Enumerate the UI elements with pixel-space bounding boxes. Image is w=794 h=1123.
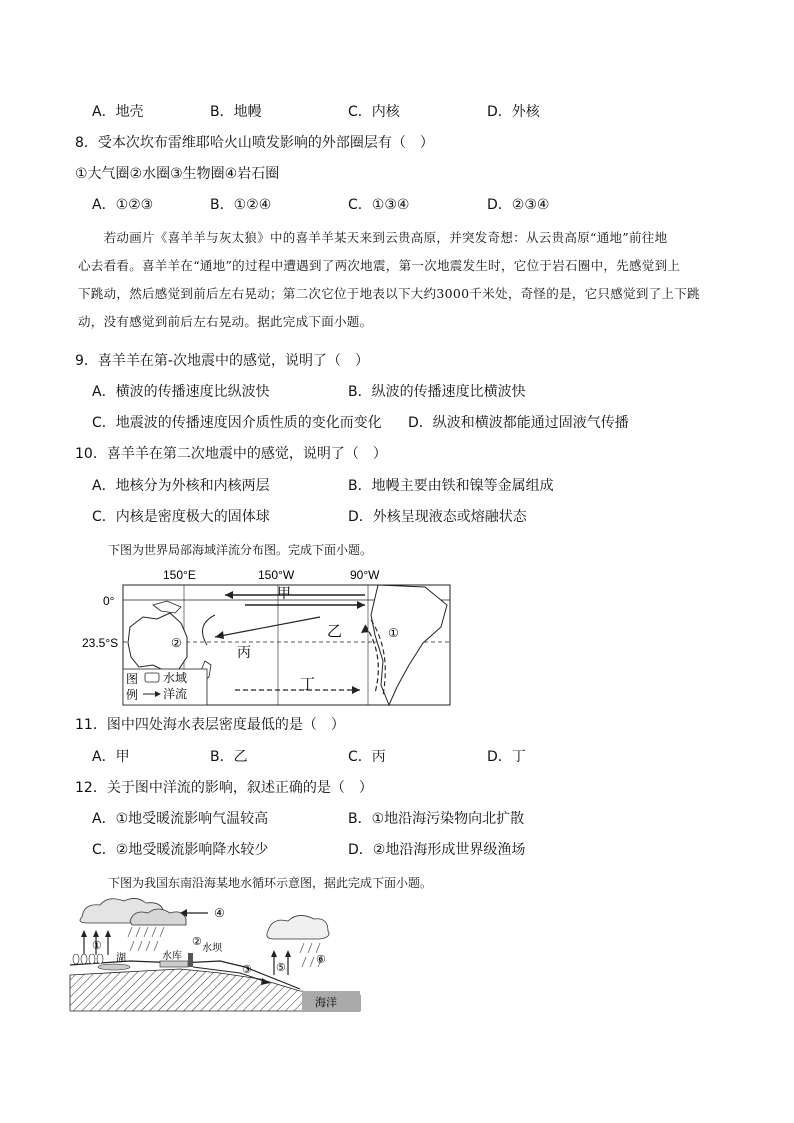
lon-label-150e: 150°E	[163, 568, 196, 582]
q8-stem: 8．受本次坎布雷维耶哈火山喷发影响的外部圈层有（ ）	[75, 135, 434, 151]
q9-option-a: A．横波的传播速度比纵波快	[92, 384, 270, 400]
num-1: ①	[92, 940, 102, 952]
passage-line: 若动画片《喜羊羊与灰太狼》中的喜羊羊某天来到云贵高原，并突发奇想：从云贵高原“通地”前往地	[78, 230, 668, 245]
q7-option-b: B．地幔	[210, 104, 262, 120]
q8-option-c: C．①③④	[348, 197, 410, 213]
region-yi: 乙	[327, 623, 343, 640]
q11-option-b: B．乙	[210, 749, 248, 765]
lake-shape	[98, 964, 130, 970]
q9-option-b: B．纵波的传播速度比横波快	[348, 384, 526, 400]
q11-option-c: C．丙	[348, 749, 386, 765]
num-3: ③	[242, 964, 252, 976]
num-5: ⑤	[276, 962, 286, 974]
q9-option-c: C．地震波的传播速度因介质性质的变化而变化	[92, 415, 382, 431]
passage-line: 下跳动，然后感觉到前后左右晃动；第二次它位于地表以下大约3000千米处，奇怪的是，它只感觉到了上下跳	[78, 286, 700, 301]
q12-option-d: D．②地沿海形成世界级渔场	[348, 842, 526, 858]
legend-title: 图	[126, 672, 139, 686]
q8-option-b: B．①②④	[210, 197, 272, 213]
q10-option-a: A．地核分为外核和内核两层	[92, 478, 270, 494]
point-2: ②	[171, 636, 182, 650]
reservoir-label: 水库	[162, 951, 182, 962]
q11-stem: 11．图中四处海水表层密度最低的是（ ）	[75, 717, 345, 733]
ocean-current-map	[82, 565, 460, 710]
q10-option-c: C．内核是密度极大的固体球	[92, 509, 270, 525]
lat-label-0: 0°	[103, 594, 115, 608]
q8-option-a: A．①②③	[92, 197, 154, 213]
q11-option-a: A．甲	[92, 749, 130, 765]
water-cycle-diagram	[70, 895, 360, 1015]
num-2: ②	[192, 936, 202, 948]
q12-stem: 12．关于图中洋流的影响，叙述正确的是（ ）	[75, 780, 373, 796]
legend-title: 例	[126, 688, 139, 702]
q8-option-d: D．②③④	[487, 197, 550, 213]
map-intro: 下图为世界局部海域洋流分布图。完成下面小题。	[108, 543, 373, 557]
region-bing: 丙	[237, 644, 251, 660]
q10-stem: 10．喜羊羊在第二次地震中的感觉，说明了（ ）	[75, 446, 387, 462]
water-swatch-icon	[145, 673, 159, 682]
q11-option-d: D．丁	[487, 749, 526, 765]
q12-option-a: A．①地受暖流影响气温较高	[92, 811, 269, 827]
q7-option-d: D．外核	[487, 104, 540, 120]
lon-label-150w: 150°W	[258, 568, 295, 582]
region-ding: 丁	[300, 676, 316, 693]
q8-items: ①大气圈②水圈③生物圈④岩石圈	[75, 166, 280, 182]
ocean-label: 海洋	[315, 997, 337, 1009]
q10-option-d: D．外核呈现液态或熔融状态	[348, 509, 527, 525]
q9-stem: 9．喜羊羊在第-次地震中的感觉，说明了（ ）	[75, 353, 369, 369]
lake-label: 湖	[116, 953, 126, 964]
legend-current: 洋流	[163, 687, 188, 701]
dam-label: 水坝	[202, 943, 222, 954]
point-1: ①	[388, 626, 399, 640]
q7-option-c: C．内核	[348, 104, 400, 120]
q7-option-a: A．地壳	[92, 104, 144, 120]
lat-label-23-5s: 23.5°S	[82, 636, 119, 650]
q10-option-b: B．地幔主要由铁和镍等金属组成	[348, 478, 554, 494]
num-6: ⑥	[316, 954, 326, 966]
q9-option-d: D．纵波和横波都能通过固液气传播	[408, 415, 629, 431]
dam-shape	[188, 953, 193, 967]
lon-label-90w: 90°W	[350, 568, 380, 582]
region-jia: 甲	[277, 585, 291, 601]
q12-option-c: C．②地受暖流影响降水较少	[92, 842, 269, 858]
legend-water: 水域	[163, 671, 188, 685]
water-intro: 下图为我国东南沿海某地水循环示意图，据此完成下面小题。	[108, 876, 433, 890]
passage-line: 动，没有感觉到前后左右晃动。据此完成下面小题。	[78, 314, 373, 329]
cloud-icon	[267, 915, 329, 939]
num-4: ④	[214, 906, 225, 920]
q12-option-b: B．①地沿海污染物向北扩散	[348, 811, 525, 827]
passage-line: 心去看看。喜羊羊在“通地”的过程中遭遇到了两次地震，第一次地震发生时，它位于岩石圈中，先感觉到上	[78, 258, 681, 273]
